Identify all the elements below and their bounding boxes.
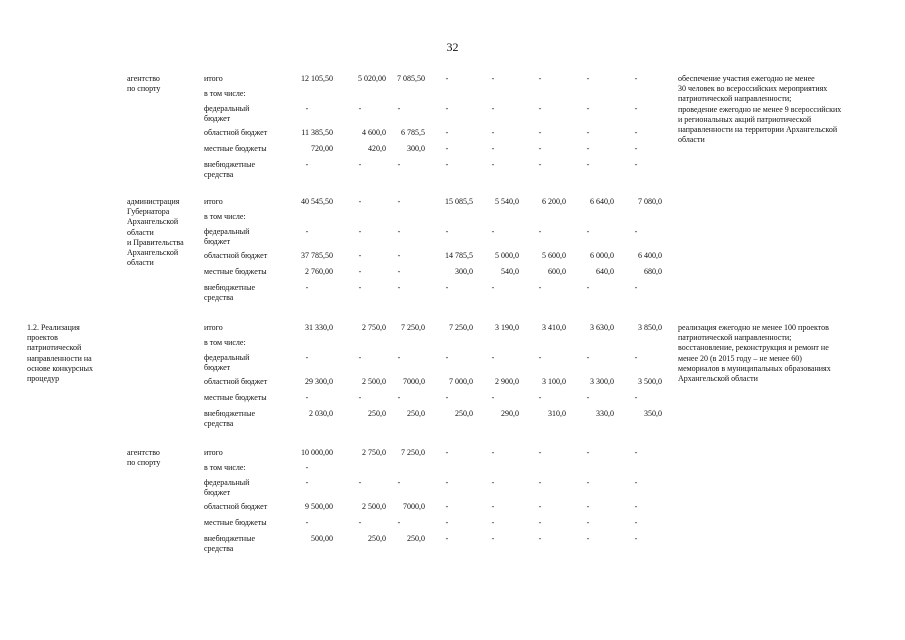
table-cell: - bbox=[538, 518, 542, 527]
table-cell: 330,0 bbox=[596, 409, 614, 418]
table-cell: 300,0 bbox=[455, 267, 473, 276]
executor-name: агентство по спорту bbox=[127, 448, 161, 468]
table-cell: - bbox=[491, 104, 495, 113]
funding-source-label: федеральный бюджет bbox=[204, 104, 250, 124]
table-cell: 2 760,00 bbox=[305, 267, 333, 276]
table-cell: 7000,0 bbox=[403, 502, 425, 511]
table-cell: 7 000,0 bbox=[449, 377, 473, 386]
table-cell: - bbox=[445, 104, 449, 113]
table-cell: 29 300,0 bbox=[305, 377, 333, 386]
table-cell: 6 785,5 bbox=[401, 128, 425, 137]
table-cell: - bbox=[538, 283, 542, 292]
executor-name: агентство по спорту bbox=[127, 74, 161, 94]
table-cell: 7 080,0 bbox=[638, 197, 662, 206]
table-cell: - bbox=[491, 128, 495, 137]
table-cell: 600,0 bbox=[548, 267, 566, 276]
table-cell: - bbox=[634, 518, 638, 527]
table-cell: 3 410,0 bbox=[542, 323, 566, 332]
table-cell: - bbox=[445, 478, 449, 487]
table-cell: - bbox=[634, 478, 638, 487]
table-cell: 7000,0 bbox=[403, 377, 425, 386]
table-cell: - bbox=[586, 128, 590, 137]
measure-result-description: обеспечение участия ежегодно не менее 30 человек во всероссийских мероприятиях патриотической направленности; проведение ежегодно не менее 9 всероссийских и региональных акций патриотической направленности на территории Архангельской области bbox=[678, 74, 842, 145]
table-cell: - bbox=[491, 160, 495, 169]
table-cell: - bbox=[538, 227, 542, 236]
table-cell: - bbox=[634, 283, 638, 292]
table-cell: 680,0 bbox=[644, 267, 662, 276]
table-cell: - bbox=[538, 104, 542, 113]
table-cell: - bbox=[491, 393, 495, 402]
table-cell: - bbox=[538, 448, 542, 457]
table-cell: - bbox=[586, 478, 590, 487]
table-cell: - bbox=[397, 104, 401, 113]
funding-source-label: областной бюджет bbox=[204, 377, 268, 386]
table-cell: - bbox=[397, 197, 401, 206]
table-cell: 31 330,0 bbox=[305, 323, 333, 332]
table-cell: - bbox=[586, 518, 590, 527]
table-cell: - bbox=[305, 518, 309, 527]
table-cell: 250,0 bbox=[368, 534, 386, 543]
table-cell: - bbox=[358, 393, 362, 402]
table-cell: - bbox=[358, 104, 362, 113]
table-cell: - bbox=[397, 251, 401, 260]
table-cell: - bbox=[586, 448, 590, 457]
table-cell: 2 500,0 bbox=[362, 502, 386, 511]
table-cell: - bbox=[586, 144, 590, 153]
table-cell: - bbox=[305, 463, 309, 472]
table-cell: 2 750,0 bbox=[362, 323, 386, 332]
table-cell: - bbox=[445, 128, 449, 137]
table-cell: 720,00 bbox=[311, 144, 333, 153]
table-cell: 3 630,0 bbox=[590, 323, 614, 332]
table-cell: 5 020,00 bbox=[358, 74, 386, 83]
table-cell: - bbox=[491, 353, 495, 362]
table-cell: - bbox=[445, 518, 449, 527]
table-cell: - bbox=[445, 283, 449, 292]
table-cell: - bbox=[305, 104, 309, 113]
table-cell: 250,0 bbox=[407, 534, 425, 543]
table-cell: - bbox=[305, 227, 309, 236]
table-cell: 3 300,0 bbox=[590, 377, 614, 386]
funding-source-label: в том числе: bbox=[204, 212, 246, 221]
table-cell: - bbox=[445, 353, 449, 362]
table-cell: 6 640,0 bbox=[590, 197, 614, 206]
table-cell: - bbox=[634, 160, 638, 169]
funding-source-label: местные бюджеты bbox=[204, 393, 267, 402]
table-cell: - bbox=[491, 227, 495, 236]
table-cell: - bbox=[305, 353, 309, 362]
table-cell: 640,0 bbox=[596, 267, 614, 276]
table-cell: - bbox=[586, 104, 590, 113]
table-cell: - bbox=[358, 267, 362, 276]
funding-source-label: внебюджетные средства bbox=[204, 283, 255, 303]
funding-source-label: внебюджетные средства bbox=[204, 534, 255, 554]
table-cell: - bbox=[445, 74, 449, 83]
table-cell: - bbox=[445, 160, 449, 169]
funding-source-label: федеральный бюджет bbox=[204, 353, 250, 373]
table-cell: 9 500,00 bbox=[305, 502, 333, 511]
table-cell: 6 400,0 bbox=[638, 251, 662, 260]
table-cell: - bbox=[634, 393, 638, 402]
table-cell: - bbox=[491, 518, 495, 527]
table-cell: - bbox=[634, 502, 638, 511]
table-cell: 350,0 bbox=[644, 409, 662, 418]
table-cell: 5 600,0 bbox=[542, 251, 566, 260]
table-cell: - bbox=[586, 534, 590, 543]
table-cell: 12 105,50 bbox=[301, 74, 333, 83]
funding-source-label: итого bbox=[204, 74, 223, 83]
table-cell: - bbox=[586, 227, 590, 236]
table-cell: 7 250,0 bbox=[449, 323, 473, 332]
table-cell: 40 545,50 bbox=[301, 197, 333, 206]
table-cell: - bbox=[397, 518, 401, 527]
table-cell: - bbox=[397, 478, 401, 487]
funding-source-label: местные бюджеты bbox=[204, 267, 267, 276]
table-cell: 2 500,0 bbox=[362, 377, 386, 386]
table-cell: - bbox=[586, 160, 590, 169]
table-cell: - bbox=[397, 227, 401, 236]
table-cell: - bbox=[491, 283, 495, 292]
table-cell: - bbox=[586, 74, 590, 83]
table-cell: - bbox=[538, 144, 542, 153]
funding-source-label: внебюджетные средства bbox=[204, 160, 255, 180]
table-cell: - bbox=[305, 393, 309, 402]
table-cell: - bbox=[538, 534, 542, 543]
table-cell: - bbox=[586, 393, 590, 402]
funding-source-label: в том числе: bbox=[204, 89, 246, 98]
table-cell: 250,0 bbox=[455, 409, 473, 418]
table-cell: 11 385,50 bbox=[301, 128, 333, 137]
table-cell: - bbox=[358, 478, 362, 487]
table-cell: - bbox=[538, 393, 542, 402]
table-cell: - bbox=[305, 160, 309, 169]
page-number: 32 bbox=[446, 40, 459, 54]
table-cell: 37 785,50 bbox=[301, 251, 333, 260]
table-cell: - bbox=[445, 502, 449, 511]
table-cell: 420,0 bbox=[368, 144, 386, 153]
table-cell: - bbox=[397, 160, 401, 169]
table-cell: - bbox=[491, 144, 495, 153]
table-cell: - bbox=[491, 502, 495, 511]
table-cell: 5 000,0 bbox=[495, 251, 519, 260]
table-cell: 6 000,0 bbox=[590, 251, 614, 260]
table-cell: - bbox=[634, 534, 638, 543]
measure-name: 1.2. Реализация проектов патриотической направленности на основе конкурсных процедур bbox=[27, 323, 94, 384]
table-cell: - bbox=[538, 160, 542, 169]
table-cell: 4 600,0 bbox=[362, 128, 386, 137]
table-cell: - bbox=[634, 74, 638, 83]
table-cell: 3 500,0 bbox=[638, 377, 662, 386]
table-cell: 3 100,0 bbox=[542, 377, 566, 386]
funding-source-label: итого bbox=[204, 197, 223, 206]
table-cell: - bbox=[397, 393, 401, 402]
table-cell: - bbox=[634, 104, 638, 113]
table-cell: 310,0 bbox=[548, 409, 566, 418]
executor-name: администрация Губернатора Архангельской области и Правительства Архангельской области bbox=[127, 197, 184, 268]
table-cell: - bbox=[634, 128, 638, 137]
table-cell: 3 190,0 bbox=[495, 323, 519, 332]
table-cell: - bbox=[305, 283, 309, 292]
table-cell: 250,0 bbox=[407, 409, 425, 418]
table-cell: - bbox=[491, 534, 495, 543]
funding-source-label: областной бюджет bbox=[204, 251, 268, 260]
table-cell: 10 000,00 bbox=[301, 448, 333, 457]
table-cell: - bbox=[586, 353, 590, 362]
funding-source-label: федеральный бюджет bbox=[204, 478, 250, 498]
table-cell: - bbox=[538, 478, 542, 487]
table-cell: - bbox=[358, 353, 362, 362]
table-cell: 540,0 bbox=[501, 267, 519, 276]
table-cell: - bbox=[538, 128, 542, 137]
table-cell: - bbox=[358, 227, 362, 236]
table-cell: - bbox=[491, 74, 495, 83]
table-cell: - bbox=[445, 227, 449, 236]
table-cell: - bbox=[397, 283, 401, 292]
funding-source-label: в том числе: bbox=[204, 338, 246, 347]
funding-source-label: областной бюджет bbox=[204, 128, 268, 137]
table-cell: - bbox=[538, 353, 542, 362]
funding-source-label: областной бюджет bbox=[204, 502, 268, 511]
table-cell: - bbox=[634, 353, 638, 362]
table-cell: - bbox=[358, 251, 362, 260]
table-cell: - bbox=[445, 144, 449, 153]
table-cell: 7 250,0 bbox=[401, 448, 425, 457]
table-cell: - bbox=[634, 144, 638, 153]
funding-source-label: федеральный бюджет bbox=[204, 227, 250, 247]
table-cell: - bbox=[538, 74, 542, 83]
table-cell: 2 030,0 bbox=[309, 409, 333, 418]
table-cell: - bbox=[445, 534, 449, 543]
measure-result-description: реализация ежегодно не менее 100 проектов патриотической направленности; восстановление, реконструкция и ремонт не менее 20 (в 2015 году – не менее 60) мемориалов в муниципальных образованиях Архангельской области bbox=[678, 323, 831, 384]
table-cell: - bbox=[358, 518, 362, 527]
table-cell: - bbox=[358, 197, 362, 206]
table-cell: 5 540,0 bbox=[495, 197, 519, 206]
table-cell: 2 750,0 bbox=[362, 448, 386, 457]
table-cell: - bbox=[491, 478, 495, 487]
table-cell: - bbox=[358, 283, 362, 292]
table-cell: - bbox=[586, 283, 590, 292]
table-cell: - bbox=[634, 227, 638, 236]
table-cell: 290,0 bbox=[501, 409, 519, 418]
funding-source-label: местные бюджеты bbox=[204, 144, 267, 153]
funding-source-label: итого bbox=[204, 323, 223, 332]
table-cell: 14 785,5 bbox=[445, 251, 473, 260]
table-cell: - bbox=[358, 160, 362, 169]
table-cell: 7 085,50 bbox=[397, 74, 425, 83]
table-cell: - bbox=[634, 448, 638, 457]
table-cell: 15 085,5 bbox=[445, 197, 473, 206]
table-cell: - bbox=[397, 353, 401, 362]
table-cell: - bbox=[445, 393, 449, 402]
funding-source-label: местные бюджеты bbox=[204, 518, 267, 527]
funding-source-label: итого bbox=[204, 448, 223, 457]
table-cell: 500,00 bbox=[311, 534, 333, 543]
table-cell: - bbox=[586, 502, 590, 511]
table-cell: - bbox=[397, 267, 401, 276]
table-cell: - bbox=[445, 448, 449, 457]
table-cell: 2 900,0 bbox=[495, 377, 519, 386]
table-cell: 6 200,0 bbox=[542, 197, 566, 206]
table-cell: - bbox=[491, 448, 495, 457]
table-cell: - bbox=[305, 478, 309, 487]
table-cell: - bbox=[538, 502, 542, 511]
table-cell: 300,0 bbox=[407, 144, 425, 153]
table-cell: 250,0 bbox=[368, 409, 386, 418]
funding-source-label: внебюджетные средства bbox=[204, 409, 255, 429]
table-cell: 7 250,0 bbox=[401, 323, 425, 332]
funding-source-label: в том числе: bbox=[204, 463, 246, 472]
table-cell: 3 850,0 bbox=[638, 323, 662, 332]
